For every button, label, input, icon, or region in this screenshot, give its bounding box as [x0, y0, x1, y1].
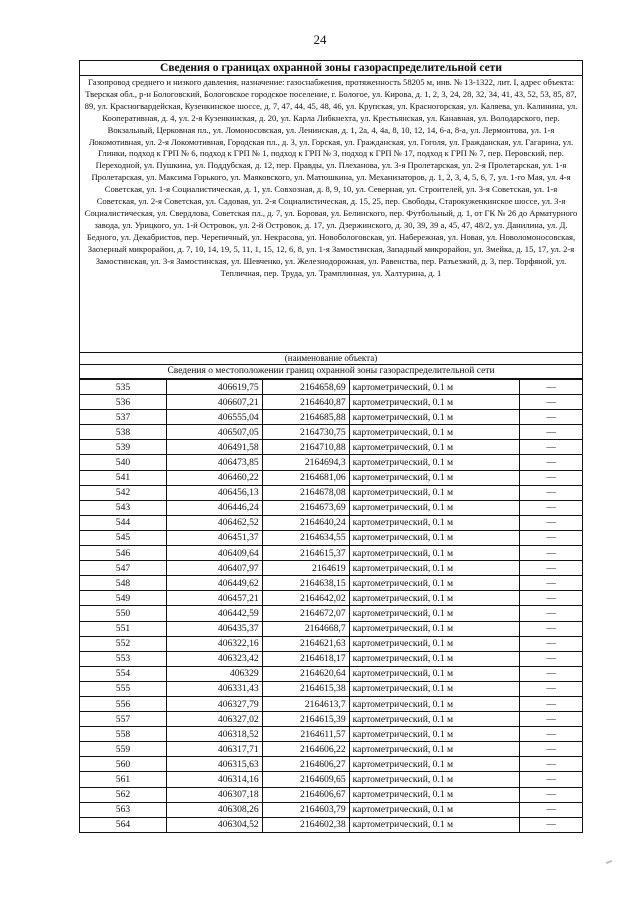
- point-number-cell: 564: [80, 817, 167, 832]
- table-row: [80, 666, 583, 681]
- point-number-cell: 537: [80, 410, 167, 425]
- note-dash-cell: —: [520, 802, 583, 817]
- x-coordinate-cell: 406446,24: [166, 500, 262, 515]
- table-row: [80, 772, 583, 787]
- note-dash-cell: —: [520, 772, 583, 787]
- note-dash-cell: —: [520, 500, 583, 515]
- method-accuracy-cell: картометрический, 0.1 м: [349, 727, 520, 742]
- y-coordinate-cell: 2164609,65: [262, 772, 349, 787]
- y-coordinate-cell: 2164613,7: [262, 696, 349, 711]
- x-coordinate-cell: 406462,52: [166, 515, 262, 530]
- point-number-cell: 563: [80, 802, 167, 817]
- x-coordinate-cell: 406442,59: [166, 606, 262, 621]
- table-row: [80, 485, 583, 500]
- point-number-cell: 547: [80, 561, 167, 576]
- table-row: [80, 576, 583, 591]
- x-coordinate-cell: 406315,63: [166, 757, 262, 772]
- point-number-cell: 550: [80, 606, 167, 621]
- point-number-cell: 545: [80, 530, 167, 545]
- x-coordinate-cell: 406607,21: [166, 395, 262, 410]
- note-dash-cell: —: [520, 561, 583, 576]
- x-coordinate-cell: 406435,37: [166, 621, 262, 636]
- note-dash-cell: —: [520, 470, 583, 485]
- coordinates-table: [79, 379, 583, 833]
- table-row: [80, 546, 583, 561]
- point-number-cell: 544: [80, 515, 167, 530]
- table-row: [80, 787, 583, 802]
- method-accuracy-cell: картометрический, 0.1 м: [349, 636, 520, 651]
- table-row: [80, 515, 583, 530]
- method-accuracy-cell: картометрический, 0.1 м: [349, 561, 520, 576]
- table-row: [80, 636, 583, 651]
- point-number-cell: 555: [80, 681, 167, 696]
- note-dash-cell: —: [520, 591, 583, 606]
- y-coordinate-cell: 2164642,02: [262, 591, 349, 606]
- point-number-cell: 549: [80, 591, 167, 606]
- point-number-cell: 535: [80, 380, 167, 395]
- y-coordinate-cell: 2164606,22: [262, 742, 349, 757]
- method-accuracy-cell: картометрический, 0.1 м: [349, 410, 520, 425]
- point-number-cell: 538: [80, 425, 167, 440]
- x-coordinate-cell: 406457,21: [166, 591, 262, 606]
- note-dash-cell: —: [520, 742, 583, 757]
- note-dash-cell: —: [520, 681, 583, 696]
- y-coordinate-cell: 2164621,63: [262, 636, 349, 651]
- point-number-cell: 543: [80, 500, 167, 515]
- point-number-cell: 546: [80, 546, 167, 561]
- point-number-cell: 561: [80, 772, 167, 787]
- point-number-cell: 540: [80, 455, 167, 470]
- point-number-cell: 536: [80, 395, 167, 410]
- x-coordinate-cell: 406314,16: [166, 772, 262, 787]
- y-coordinate-cell: 2164694,3: [262, 455, 349, 470]
- point-number-cell: 560: [80, 757, 167, 772]
- point-number-cell: 558: [80, 727, 167, 742]
- note-dash-cell: —: [520, 651, 583, 666]
- note-dash-cell: —: [520, 410, 583, 425]
- note-dash-cell: —: [520, 621, 583, 636]
- document-body: [79, 60, 583, 833]
- y-coordinate-cell: 2164602,38: [262, 817, 349, 832]
- note-dash-cell: —: [520, 817, 583, 832]
- x-coordinate-cell: 406473,85: [166, 455, 262, 470]
- table-row: [80, 606, 583, 621]
- y-coordinate-cell: 2164615,39: [262, 712, 349, 727]
- y-coordinate-cell: 2164730,75: [262, 425, 349, 440]
- scan-mark: [606, 860, 612, 864]
- y-coordinate-cell: 2164685,88: [262, 410, 349, 425]
- method-accuracy-cell: картометрический, 0.1 м: [349, 757, 520, 772]
- note-dash-cell: —: [520, 395, 583, 410]
- location-caption: Сведения о местоположении границ охранной зоны газораспределительной сети: [79, 365, 583, 379]
- x-coordinate-cell: 406331,43: [166, 681, 262, 696]
- y-coordinate-cell: 2164638,15: [262, 576, 349, 591]
- y-coordinate-cell: 2164615,38: [262, 681, 349, 696]
- y-coordinate-cell: 2164668,7: [262, 621, 349, 636]
- y-coordinate-cell: 2164619: [262, 561, 349, 576]
- y-coordinate-cell: 2164603,79: [262, 802, 349, 817]
- y-coordinate-cell: 2164640,24: [262, 515, 349, 530]
- method-accuracy-cell: картометрический, 0.1 м: [349, 606, 520, 621]
- note-dash-cell: —: [520, 757, 583, 772]
- table-row: [80, 681, 583, 696]
- method-accuracy-cell: картометрический, 0.1 м: [349, 470, 520, 485]
- note-dash-cell: —: [520, 380, 583, 395]
- x-coordinate-cell: 406407,97: [166, 561, 262, 576]
- table-row: [80, 470, 583, 485]
- method-accuracy-cell: картометрический, 0.1 м: [349, 455, 520, 470]
- point-number-cell: 559: [80, 742, 167, 757]
- x-coordinate-cell: 406555,04: [166, 410, 262, 425]
- table-row: [80, 712, 583, 727]
- method-accuracy-cell: картометрический, 0.1 м: [349, 380, 520, 395]
- note-dash-cell: —: [520, 530, 583, 545]
- table-row: [80, 410, 583, 425]
- method-accuracy-cell: картометрический, 0.1 м: [349, 666, 520, 681]
- x-coordinate-cell: 406327,79: [166, 696, 262, 711]
- point-number-cell: 539: [80, 440, 167, 455]
- method-accuracy-cell: картометрический, 0.1 м: [349, 696, 520, 711]
- point-number-cell: 551: [80, 621, 167, 636]
- method-accuracy-cell: картометрический, 0.1 м: [349, 530, 520, 545]
- y-coordinate-cell: 2164611,57: [262, 727, 349, 742]
- table-row: [80, 727, 583, 742]
- note-dash-cell: —: [520, 546, 583, 561]
- point-number-cell: 541: [80, 470, 167, 485]
- table-row: [80, 802, 583, 817]
- x-coordinate-cell: 406322,16: [166, 636, 262, 651]
- method-accuracy-cell: картометрический, 0.1 м: [349, 772, 520, 787]
- method-accuracy-cell: картометрический, 0.1 м: [349, 681, 520, 696]
- y-coordinate-cell: 2164673,69: [262, 500, 349, 515]
- table-row: [80, 530, 583, 545]
- y-coordinate-cell: 2164640,87: [262, 395, 349, 410]
- note-dash-cell: —: [520, 787, 583, 802]
- x-coordinate-cell: 406327,02: [166, 712, 262, 727]
- y-coordinate-cell: 2164606,67: [262, 787, 349, 802]
- table-row: [80, 621, 583, 636]
- object-name-caption: (наименование объекта): [79, 353, 583, 365]
- method-accuracy-cell: картометрический, 0.1 м: [349, 515, 520, 530]
- y-coordinate-cell: 2164606,27: [262, 757, 349, 772]
- x-coordinate-cell: 406449,62: [166, 576, 262, 591]
- point-number-cell: 548: [80, 576, 167, 591]
- x-coordinate-cell: 406619,75: [166, 380, 262, 395]
- table-row: [80, 561, 583, 576]
- y-coordinate-cell: 2164672,07: [262, 606, 349, 621]
- table-row: [80, 757, 583, 772]
- method-accuracy-cell: картометрический, 0.1 м: [349, 621, 520, 636]
- note-dash-cell: —: [520, 440, 583, 455]
- note-dash-cell: —: [520, 606, 583, 621]
- method-accuracy-cell: картометрический, 0.1 м: [349, 395, 520, 410]
- table-row: [80, 380, 583, 395]
- method-accuracy-cell: картометрический, 0.1 м: [349, 802, 520, 817]
- method-accuracy-cell: картометрический, 0.1 м: [349, 440, 520, 455]
- method-accuracy-cell: картометрический, 0.1 м: [349, 546, 520, 561]
- note-dash-cell: —: [520, 666, 583, 681]
- point-number-cell: 562: [80, 787, 167, 802]
- x-coordinate-cell: 406329: [166, 666, 262, 681]
- y-coordinate-cell: 2164615,37: [262, 546, 349, 561]
- method-accuracy-cell: картометрический, 0.1 м: [349, 712, 520, 727]
- method-accuracy-cell: картометрический, 0.1 м: [349, 500, 520, 515]
- y-coordinate-cell: 2164634,55: [262, 530, 349, 545]
- note-dash-cell: —: [520, 425, 583, 440]
- x-coordinate-cell: 406317,71: [166, 742, 262, 757]
- method-accuracy-cell: картометрический, 0.1 м: [349, 787, 520, 802]
- table-row: [80, 425, 583, 440]
- note-dash-cell: —: [520, 515, 583, 530]
- y-coordinate-cell: 2164658,69: [262, 380, 349, 395]
- x-coordinate-cell: 406409,64: [166, 546, 262, 561]
- point-number-cell: 553: [80, 651, 167, 666]
- point-number-cell: 554: [80, 666, 167, 681]
- table-row: [80, 591, 583, 606]
- y-coordinate-cell: 2164681,06: [262, 470, 349, 485]
- x-coordinate-cell: 406491,58: [166, 440, 262, 455]
- point-number-cell: 557: [80, 712, 167, 727]
- method-accuracy-cell: картометрический, 0.1 м: [349, 576, 520, 591]
- method-accuracy-cell: картометрический, 0.1 м: [349, 591, 520, 606]
- method-accuracy-cell: картометрический, 0.1 м: [349, 817, 520, 832]
- point-number-cell: 552: [80, 636, 167, 651]
- note-dash-cell: —: [520, 576, 583, 591]
- x-coordinate-cell: 406451,37: [166, 530, 262, 545]
- y-coordinate-cell: 2164710,88: [262, 440, 349, 455]
- method-accuracy-cell: картометрический, 0.1 м: [349, 485, 520, 500]
- y-coordinate-cell: 2164620,64: [262, 666, 349, 681]
- page-number: 24: [313, 32, 327, 47]
- table-row: [80, 696, 583, 711]
- note-dash-cell: —: [520, 485, 583, 500]
- table-row: [80, 817, 583, 832]
- note-dash-cell: —: [520, 712, 583, 727]
- x-coordinate-cell: 406507,05: [166, 425, 262, 440]
- method-accuracy-cell: картометрический, 0.1 м: [349, 742, 520, 757]
- table-row: [80, 440, 583, 455]
- object-description: Газопровод среднего и низкого давления, назначение: газоснабжения, протяженность 58205 м, инв. № 13-1322, лит. I, адрес объекта: Тверская обл., р-н Бологовский, Бологовское городское поселение, г. Бологое, ул. Кирова, д. 1, 2, 3, 24, 28, 32, 34, 41, 43, 52, 53, 85, 87, 89, ул. Красногвардейская, Кузенкинское шоссе, д. 7, 47, 44, 45, 48, 46, ул. Крупская, ул. Красногорская, ул. Каляева, ул. Калинина, ул. Кооперативная, д. 4, ул. 2-я Кузенкинская, д. 20, ул. Карла Либкнехта, ул. Крестьянская, ул. Канавная, ул. Володарского, пер. Вокзальный, Церковная пл., ул. Ломоносовская, ул. Ленинская, д. 1, 2а, 4, 4а, 8, 10, 12, 14, 6-а, 8-а, ул. Лермонтова, ул. 1-я Локомотивная, ул. 2-я Локомотивная, Городская пл., д. 3, ул. Горская, ул. Гражданская, ул. Гоголя, ул. Гражданская, ул. Гагарина, ул. Глинки, подход к ГРП № 6, подход к ГРП № 1, подход к ГРП № 3, подход к ГРП № 17, подход к ГРП № 7, пер. Перовский, пер. Переходной, ул. Пушкина, ул. Поддубская, д. 12, пер. Правды, ул. Плеханова, ул. 3-я Пролетарская, ул. 2-я Пролетарская, ул. 1-я Пролетарская, ул. Максима Горького, ул. Маяковского, ул. Матюшкина, ул. Механизаторов, д. 1, 2, 3, 4, 5, 6, 7, ул. 1-го Мая, ул. 4-я Советская, ул. 1-я Социалистическая, д. 1, ул. Совхозная, д. 8, 9, 10, ул. Северная, ул. Строителей, ул. 3-я Советская, ул. 1-я Советская, ул. 2-я Советская, ул. Садовая, ул. 2-я Социалистическая, д. 15, 25, пер. Свободы, Старокуженкинское шоссе, ул. 3-я Социалистическая, ул. Свердлова, Советская пл., д. 7, ул. Боровая, ул. Белинского, пер. Футбольный, д. 1, от ГК № 26 до Арматурного завода, ул. Урицкого, ул. 1-й Островок, ул. 2-й Островок, д. 17, ул. Дзержинского, д. 30, 39, 39 а, 45, 47, 48/2, ул. Данилина, ул. Д. Бедного, ул. Декабристов, пер. Черепичный, ул. Некрасова, ул. Новобологовская, ул. Набережная, ул. Новая, ул. Новоломоносовская, Заозерный микрорайон, д. 7, 10, 14, 19, 5, 11, 1, 15, 12, 6, 8, ул. 1-я Замостинская, Западный микрорайон, ул. Змейка, д. 15, 17, ул. 2-я Замостинская, ул. 3-я Замостинская, ул. Шевченко, ул. Железнодорожная, ул. Равенства, пер. Разъезжий, д. 3, пер. Торфяной, ул. Тепличная, пер. Труда, ул. Трамплинная, ул. Халтурина, д. 1: [79, 76, 583, 353]
- x-coordinate-cell: 406307,18: [166, 787, 262, 802]
- table-row: [80, 651, 583, 666]
- point-number-cell: 542: [80, 485, 167, 500]
- method-accuracy-cell: картометрический, 0.1 м: [349, 651, 520, 666]
- table-row: [80, 395, 583, 410]
- table-row: [80, 742, 583, 757]
- note-dash-cell: —: [520, 636, 583, 651]
- x-coordinate-cell: 406460,22: [166, 470, 262, 485]
- note-dash-cell: —: [520, 696, 583, 711]
- table-row: [80, 455, 583, 470]
- note-dash-cell: —: [520, 455, 583, 470]
- y-coordinate-cell: 2164618,17: [262, 651, 349, 666]
- note-dash-cell: —: [520, 727, 583, 742]
- y-coordinate-cell: 2164678,08: [262, 485, 349, 500]
- method-accuracy-cell: картометрический, 0.1 м: [349, 425, 520, 440]
- x-coordinate-cell: 406308,26: [166, 802, 262, 817]
- point-number-cell: 556: [80, 696, 167, 711]
- x-coordinate-cell: 406318,52: [166, 727, 262, 742]
- x-coordinate-cell: 406323,42: [166, 651, 262, 666]
- x-coordinate-cell: 406304,52: [166, 817, 262, 832]
- section-title: Сведения о границах охранной зоны газораспределительной сети: [79, 60, 583, 76]
- table-row: [80, 500, 583, 515]
- x-coordinate-cell: 406456,13: [166, 485, 262, 500]
